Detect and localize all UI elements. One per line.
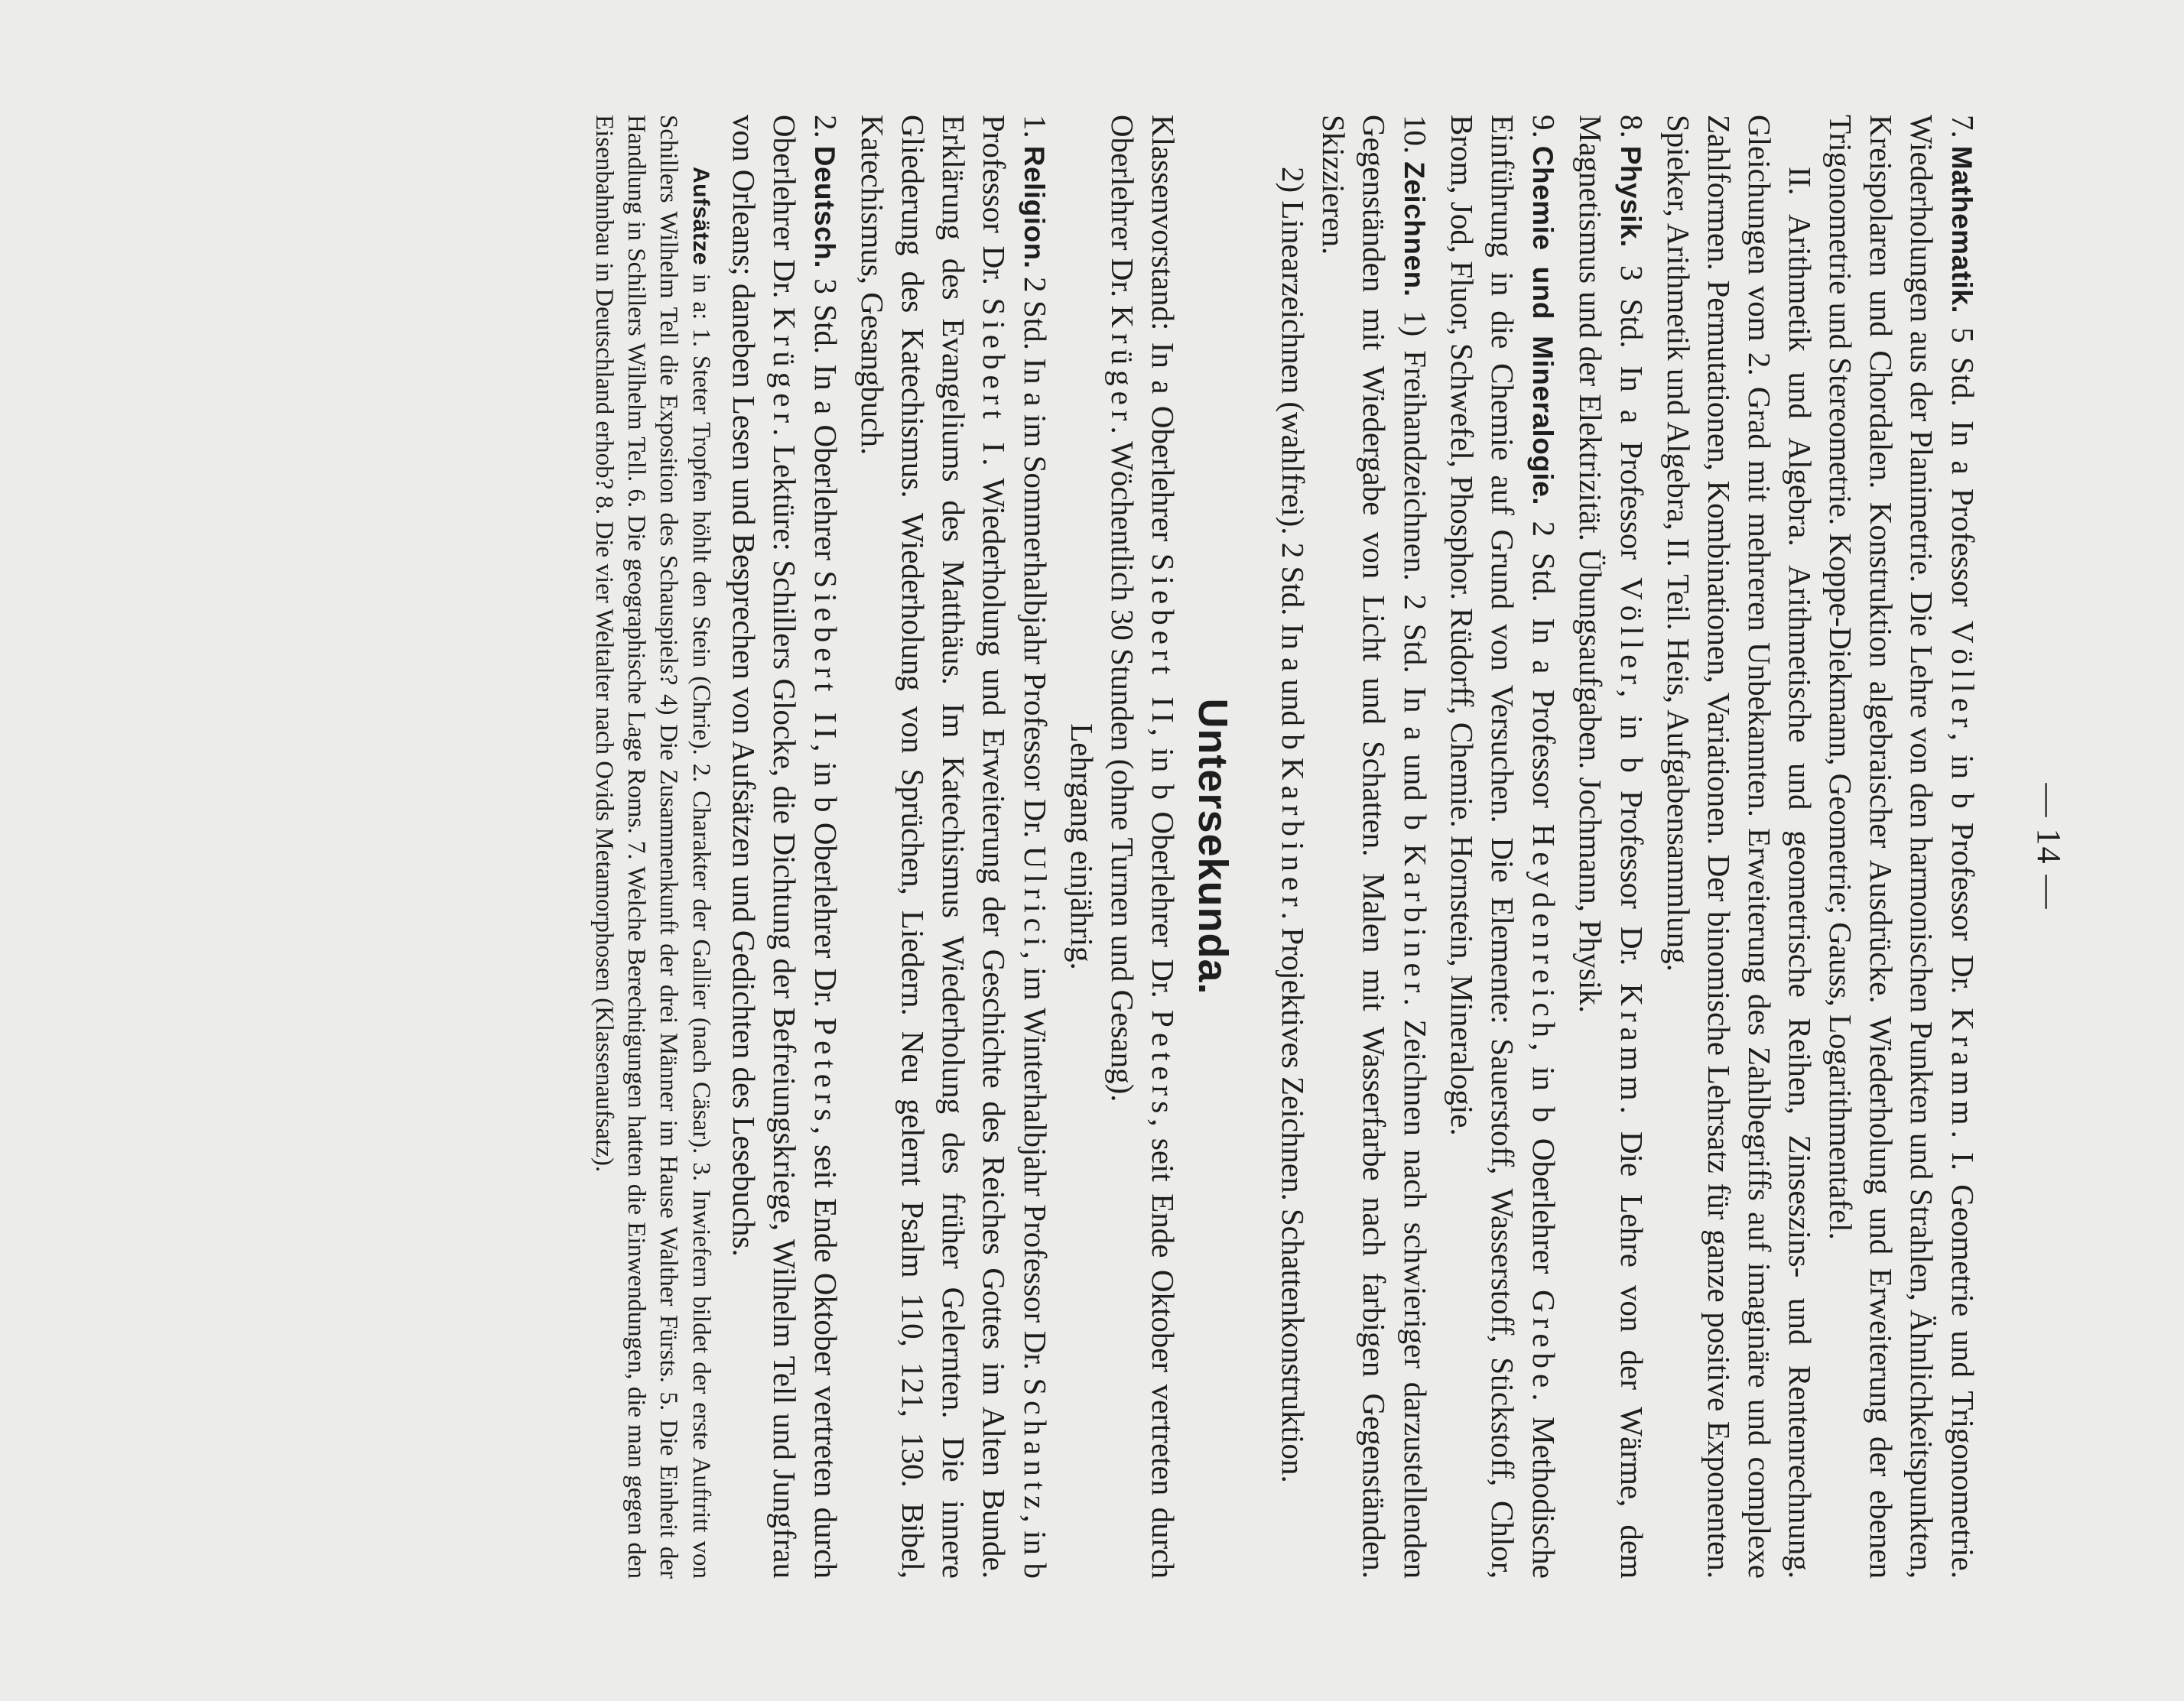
subject-title: Mathematik. [1946, 145, 1978, 314]
teacher-name: Karbiner [1398, 843, 1433, 998]
teacher-name: Völler [1945, 620, 1981, 733]
list-item-physik [1570, 115, 1652, 1579]
body-text: Klassenvorstand: In a Oberlehrer [1146, 115, 1181, 553]
teacher-name: Siebert II [808, 570, 843, 745]
body-text: , seit Ende Oktober vertreten durch Oberlehrer Dr. [1105, 115, 1181, 1579]
body-text: , in b Professor Dr. [977, 115, 1053, 1579]
teacher-name: Kramm [1945, 1008, 1981, 1131]
teacher-name: Peters [1146, 1010, 1181, 1119]
paragraph [1820, 115, 1983, 1579]
essays-label: Aufsätze [688, 167, 713, 266]
teacher-name: Schantz [1018, 1378, 1053, 1515]
subject-title: Physik. [1615, 145, 1646, 248]
item-number: 8. [1614, 115, 1649, 138]
teacher-name: Peters [808, 1018, 843, 1127]
body-text: 3 Std. In a Professor [1614, 247, 1649, 578]
item-number: 2. [808, 115, 843, 138]
body-text: , in b Oberlehrer Dr. [808, 744, 843, 1018]
paragraph [723, 115, 846, 1579]
body-text: . Lektüre: Schillers Glocke, die Dichtung der Befreiungskriege, Wilhelm Tell und Jungfrau von Orleans; daneben Lesen und Besprechen von Aufsätzen und Gedichten des Lesebuchs. [726, 115, 802, 1579]
teacher-name: Ulrici [1018, 846, 1053, 952]
paragraph [588, 115, 717, 1579]
body-text: . Die Lehre von der Wärme, dem Magnetismus und der Elektrizität. Übungsaufgaben. Jochmann, Physik. [1573, 115, 1649, 1579]
body-text: , in b Professor Dr. [1945, 732, 1981, 1008]
paragraph [1441, 115, 1564, 1579]
subject-title: Religion. [1019, 145, 1050, 269]
essay-list [588, 115, 717, 1579]
list-item-chemie [1441, 115, 1564, 1579]
body-text: , seit Ende Oktober vertreten durch Oberlehrer Dr. [767, 115, 843, 1579]
teacher-name: Karbiner [1276, 758, 1311, 912]
item-number: 9. [1526, 115, 1562, 138]
teacher-name: Siebert II [1146, 553, 1181, 729]
body-text: , im Winterhalbjahr Professor Dr. [1018, 951, 1053, 1378]
paragraph: II. Arithmetik und Algebra. Arithmetische und geometrische Reihen, Zinseszins- und Rentenrechnung. Gleichungen vom 2. Grad mit mehreren Unbekannten. Erweiterung des Zahlbegriffs auf imaginäre und complexe Zahlformen. Permutationen, Kombinationen, Variationen. Der binomische Lehrsatz für ganze positive Exponenten. Spieker, Arithmetik und Algebra, II. Teil. Heis, Aufgabensammlung. [1661, 115, 1818, 1579]
body-text: , in b Oberlehrer [1526, 1043, 1562, 1290]
body-text: . Wöchentlich 30 Stunden (ohne Turnen und Gesang). [1105, 426, 1140, 1102]
item-number: 7. [1945, 115, 1981, 138]
body-text: . Projektives Zeichnen. Schattenkonstruktion. [1276, 911, 1311, 1483]
section-heading: Untersekunda. [1190, 698, 1236, 995]
paragraph [1313, 115, 1435, 1579]
list-item-zeichnen [1272, 115, 1435, 1579]
teacher-name: Siebert I [977, 297, 1012, 459]
body-text: . Zeichnen nach schwieriger darzustellenden Gegenständen mit Wiedergabe von Licht und Schatten. Malen mit Wasserfarbe nach farbigen Gegenständen. Skizzieren. [1316, 115, 1433, 1579]
teacher-name: Kramm [1614, 983, 1649, 1106]
subject-title: Zeichnen. [1399, 161, 1430, 297]
list-item-deutsch [723, 115, 846, 1579]
teacher-name: Völler [1614, 577, 1649, 690]
list-item-religion [852, 115, 1055, 1579]
body-text: 2 Std. In a Professor [1526, 505, 1562, 824]
body-text: 2 Std. In a im Sommerhalbjahr Professor Dr. [1018, 268, 1053, 846]
paragraph [852, 115, 1055, 1579]
body-text: 2) Linearzeichnen (wahlfrei). 2 Std. In a und b [1276, 167, 1311, 758]
paragraph [1102, 115, 1183, 1579]
page-number: — 14 — [2030, 783, 2068, 911]
body-text: . I. Geometrie und Trigonometrie. Wiederholungen aus der Planimetrie. Die Lehre von den harmonischen Punkten und Strahlen, Ähnlichkeitspunkten, Kreispolaren und Chordalen. Konstruktion algebraischer Ausdrücke. Wiederholung und Erweiterung der ebenen Trigonometrie und Stereometrie. Koppe-Diekmann, Geometrie; Gauss, Logarithmentafel. [1823, 115, 1981, 1579]
course-note: Lehrgang einjährig. [1064, 723, 1100, 970]
body-text: 5 Std. In a Professor [1945, 313, 1981, 621]
body-text: 3 Std. In a Oberlehrer [808, 268, 843, 571]
list-item-mathematik [1658, 115, 1983, 1579]
item-number: 1. [1018, 115, 1053, 138]
item-number: 10. [1398, 115, 1433, 154]
class-teacher-info [1061, 115, 1183, 1579]
body-text: 1) Freihandzeichnen. 2 Std. In a und b [1398, 297, 1433, 844]
paragraph [1272, 115, 1313, 1579]
paragraph [1570, 115, 1652, 1579]
body-text: in a: 1. Steter Tropfen höhlt den Stein (Chrie). 2. Charakter der Gallier (nach Cäsar). 3. Inwiefern bildet der erste Auftritt von Schillers Wilhelm Tell die Exposition des Schauspiels? 4) Die Zusammenkunft der drei Männer im Hause Walther Fürsts. 5. Die Einheit der Handlung in Schillers Wilhelm Tell. 6. Die geographische Lage Roms. 7. Welche Berechtigungen hatten die Einwendungen, die man gegen den Eisenbahnbau in Deutschland erhob? 8. Die vier Weltalter nach Ovids Metamorphosen (Klassenaufsatz). [590, 115, 715, 1579]
teacher-name: Grebe [1526, 1290, 1562, 1394]
teacher-name: Heydenreich [1526, 823, 1562, 1044]
teacher-name: Krüger [1105, 305, 1140, 427]
body-text: , in b Oberlehrer Dr. [1146, 728, 1181, 1011]
body-text: . Wiederholung und Erweiterung der Geschichte des Reiches Gottes im Alten Bunde. Erklärung des Evangeliums des Matthäus. Im Katechismus Wiederholung des früher Gelernten. Die innere Gliederung des Katechismus. Wiederholung von Sprüchen, Liedern. Neu gelernt Psalm 110, 121, 130. Bibel, Katechismus, Gesangbuch. [855, 115, 1012, 1579]
teacher-name: Krüger [767, 307, 802, 429]
subject-title: Deutsch. [809, 145, 840, 269]
subject-title: Chemie und Mineralogie. [1527, 145, 1558, 505]
body-text: , in b Professor Dr. [1614, 689, 1649, 984]
body-text: . Methodische Einführung in die Chemie auf Grund von Versuchen. Die Elemente: Sauerstoff, Wasserstoff, Stickstoff, Chlor, Brom, Jod, Fluor, Schwefel, Phosphor. Rüdorff, Chemie. Hornstein, Mineralogie. [1445, 115, 1562, 1579]
